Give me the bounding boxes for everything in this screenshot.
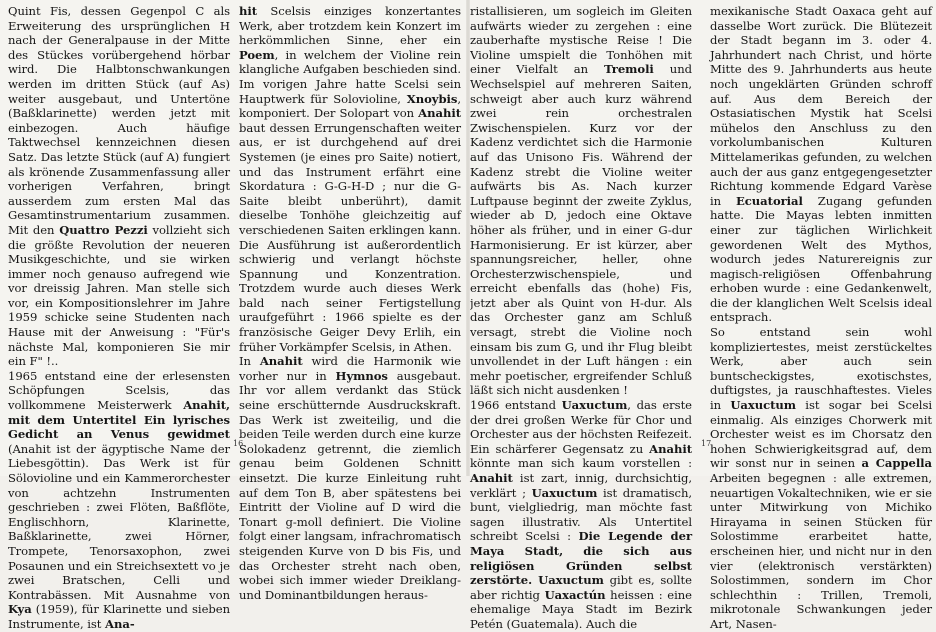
bold-term: Uaxuctum [531, 485, 598, 500]
text-run: So entstand sein wohl kompliziertestes, meist zerstückeltes Werk, aber auch sein buntscheckigstes, exotischstes, duftigstes, ja rauschhaftestes. Vieles in [710, 325, 932, 413]
text-run: , in welchem der Violine rein klangliche Aufgaben beschieden sind. Im vorigen Jahre hatte Scelsi sein Hauptwerk für Solovioline, [239, 47, 461, 106]
text-run: ist zart, innig, durchsichtig, verklärt ; [470, 471, 692, 500]
text-run: ausgebaut. Ihr vor allem verdankt das Stück seine erschütternde Ausdruckskraft. Das Werk ist zweiteilig, und die beiden Teile werden durch eine kurze Solokadenz getrennt, die ziemlich genau beim Goldenen Schnitt einsetzt. Die kurze Einleitung ruht auf dem Ton B, aber spätestens bei Eintritt der Violine auf D wird die Tonart g-moll definiert. Die Violine folgt einer langsam, infrachromatisch steigenden Kurve von D bis Fis, und das Orchester streht nach oben, wobei sich immer wieder Dreiklang- und Dominantbildungen heraus- [239, 368, 461, 602]
left-page-column-1 [8, 4, 230, 632]
text-run: (Anahit ist der ägyptische Name der Liebesgöttin). Das Werk ist für Sölovioline und ein Kammerorchester von achtzehn Instrumenten geschrieben : zwei Flöten, Baßflöte, Englischhorn, Klarinette, Baßklarinette, zwei Hörner, Trompete, Tenorsaxophon, zwei Posaunen und ein Streichsextett vo je zwei Bratschen, Celli und Kontrabässen. Mit Ausnahme von [8, 441, 230, 602]
bold-term: Anahit [470, 471, 513, 485]
text-run: Scelsis einziges konzertantes Werk, aber trotzdem kein Konzert im herkömmlichen Sinne, eher ein [239, 4, 461, 48]
text-run: Arbeiten begegnen : alle extremen, neuartigen Vokaltechniken, wie er sie unter Mitwirkung von Michiko Hirayama in seinen Stücken für Solostimme erarbeitet hatte, erscheinen hier, und nicht nur in den vier (elektronisch verstärkten) Solostimmen, sondern im Chor schlechthin : Trillen, Tremoli, mikrotonale Schwankungen jeder Art, Nasen- [710, 471, 932, 631]
page-number-right: 17 [701, 439, 712, 448]
text-run: , komponiert. Der Solopart von [239, 91, 461, 121]
bold-term: Ana- [105, 616, 135, 631]
paragraph [239, 4, 461, 354]
text-run: vollzieht sich die größte Revolution der neueren Musikgeschichte, und sie wirken immer noch genauso aufregend wie vor dreissig Jahren. Man stelle sich vor, ein Kompositionslehrer im Jahre 1959 schicke seine Studenten nach Hause mit der Anweisung : "Für's nächste Mal, komponieren Sie mir ein F" !.. [8, 222, 230, 369]
left-page-column-2 [239, 4, 461, 602]
text-run: Zugang gefunden hatte. Die Mayas lebten inmitten einer zur täglichen Wirlichkeit gewordenen Welt des Mythos, wodurch jedes Naturereignis zur magisch-religiösen Offenbahrung erhoben wurde : eine Gedankenwelt, die der klanglichen Welt Scelsis ideal entsprach. [710, 193, 932, 325]
right-page [468, 0, 936, 631]
bold-term: Uaxactún [544, 587, 606, 602]
text-run: 1966 entstand [470, 398, 562, 413]
text-run: und Wechselspiel auf mehreren Saiten, schweigt aber auch kurz während zwei rein orchestralen Zwischenspielen. Kurz vor der Kadenz verdichtet sich die Harmonie auf das Unisono Fis. Während der Kadenz strebt die Violine weiter aufwärts bis As. Nach kurzer Luftpause beginnt der zweite Zyklus, wieder ab D, jedoch eine Oktave höher als früher, und in einer G-dur Harmonisierung. Er ist kürzer, aber spannungsreicher, heller, ohne Orchesterzwischenspiele, und erreicht ebenfalls das (hohe) Fis, jetzt aber als Quint von H-dur. Als das Orchester ganz am Schluß versagt, strebt die Violine noch einsam bis zum G, und ihr Flug bleibt unvollendet in der Luft hängen : ein mehr poetischer, ergreifender Schluß läßt sich nicht ausdenken ! [470, 62, 692, 398]
text-run: ist sogar bei Scelsi einmalig. Als einziges Chorwerk mit Orchester weist es im Chorsatz den hohen Schwierigkeitsgrad auf, dem wir sonst nur in seinen [710, 398, 932, 471]
text-run: , das erste der drei großen Werke für Chor und Orchester aus der höchsten Reifezeit. Ein schärferer Gegensatz zu [470, 398, 692, 456]
text-run: mexikanische Stadt Oaxaca geht auf dasselbe Wort zurück. Die Blütezeit der Stadt begann im 3. oder 4. Jahrhundert nach Christ, und hörte Mitte des 9. Jahrhunderts aus heute noch ungeklärten Gründen schroff auf. Aus dem Bereich der Ostasiatischen Mystik hat Scelsi mühelos den Anschluss zu den vorkolumbanischen Kulturen Mittelamerikas gefunden, zu welchen auch der aus ganz entgegengesetzter Richtung kommende Edgard Varèse in [710, 4, 932, 208]
bold-term: Uaxuctum [561, 398, 628, 413]
right-page-column-2 [710, 4, 932, 632]
paragraph [8, 369, 230, 632]
right-page-column-1 [470, 4, 692, 632]
text-run: Quint Fis, dessen Gegenpol C als Erweiterung des ursprünglichen H nach der Generalpause in der Mitte des Stückes vorübergehend hörbar wird. Die Halbtonschwankungen werden im dritten Stück (auf As) weiter ausgebaut, und Untertöne (Baßklarinette) werden jetzt mit einbezogen. Auch häufige Taktwechsel kennzeichnen diesen Satz. Das letzte Stück (auf A) fungiert als krönende Zusammenfassung aller vorherigen Verfahren, bringt ausserdem zum ersten Mal das Gesamtinstrumentarium zusammen. Mit den [8, 4, 230, 237]
bold-term: Anahit [418, 106, 461, 121]
bold-term: Kya [8, 602, 32, 617]
bold-term: a Cappella [861, 456, 933, 471]
bold-term: Uaxuctum [730, 398, 797, 413]
page-number-left: 16 [233, 439, 244, 448]
binding-gutter [466, 0, 470, 476]
text-run: könnte man sich kaum vorstellen : [470, 456, 692, 471]
paragraph [710, 4, 932, 325]
bold-term: Die Legende der Maya Stadt, die sich aus religiösen Gründen selbst zerstörte. Uaxuctum [470, 529, 693, 588]
bold-term: Hymnos [335, 368, 388, 383]
paragraph [470, 4, 692, 398]
paragraph [710, 325, 932, 631]
text-run: wird die Harmonik wie vorher nur in [239, 354, 461, 383]
bold-term: Anahit [649, 441, 692, 456]
bold-term: Anahit [259, 354, 303, 369]
left-page [0, 0, 468, 631]
bold-term: Xnoybis [406, 91, 458, 106]
text-run: ist dramatisch, bunt, vielgliedrig, man möchte fast sagen illustrativ. Als Untertitel schreibt Scelsi : [470, 485, 692, 544]
text-run: heissen : eine ehemalige Maya Stadt im Bezirk Petén (Guatemala). Auch die [470, 587, 692, 631]
text-run: (1959), für Klarinette und sieben Instrumente, ist [8, 602, 230, 631]
bold-term: Tremoli [604, 62, 654, 77]
paragraph [8, 4, 230, 369]
bold-term: Quattro Pezzi [59, 222, 148, 237]
bold-term: hit [239, 4, 258, 18]
text-run: 1965 entstand eine der erlesensten Schöpfungen Scelsis, das vollkommene Meisterwerk [8, 368, 230, 413]
text-run: ristallisieren, um sogleich im Gleiten aufwärts wieder zu zergehen : eine zauberhafte mystische Reise ! Die Violine umspielt die Tonhöhen mit einer Vielfalt an [470, 4, 692, 77]
text-run: baut dessen Errungenschaften weiter aus, er ist durchgehend auf drei Systemen (je eines pro Saite) notiert, und das Instrument erfährt eine Skordatura : G-G-H-D ; nur die G-Saite bleibt unberührt), damit dieselbe Tonhöhe gleichzeitig auf verschiedenen Saiten erklingen kann. Die Ausführung ist außerordentlich schwierig und verlangt höchste Spannung und Konzentration. Trotzdem wurde auch dieses Werk bald nach seiner Fertigstellung uraufgeführt : 1966 spielte es der französische Geiger Devy Erlih, ein früher Vorkämpfer Scelsis, in Athen. [239, 120, 461, 354]
text-run: In [239, 354, 260, 369]
bold-term: Ecuatorial [736, 193, 803, 208]
text-run: gibt es, sollte aber richtig [470, 573, 692, 602]
paragraph [470, 398, 692, 632]
paragraph [239, 354, 461, 602]
bold-term: Anahit, mit dem Untertitel Ein lyrisches Gedicht an Venus gewidmet [8, 398, 230, 442]
bold-term: Poem [239, 47, 275, 62]
